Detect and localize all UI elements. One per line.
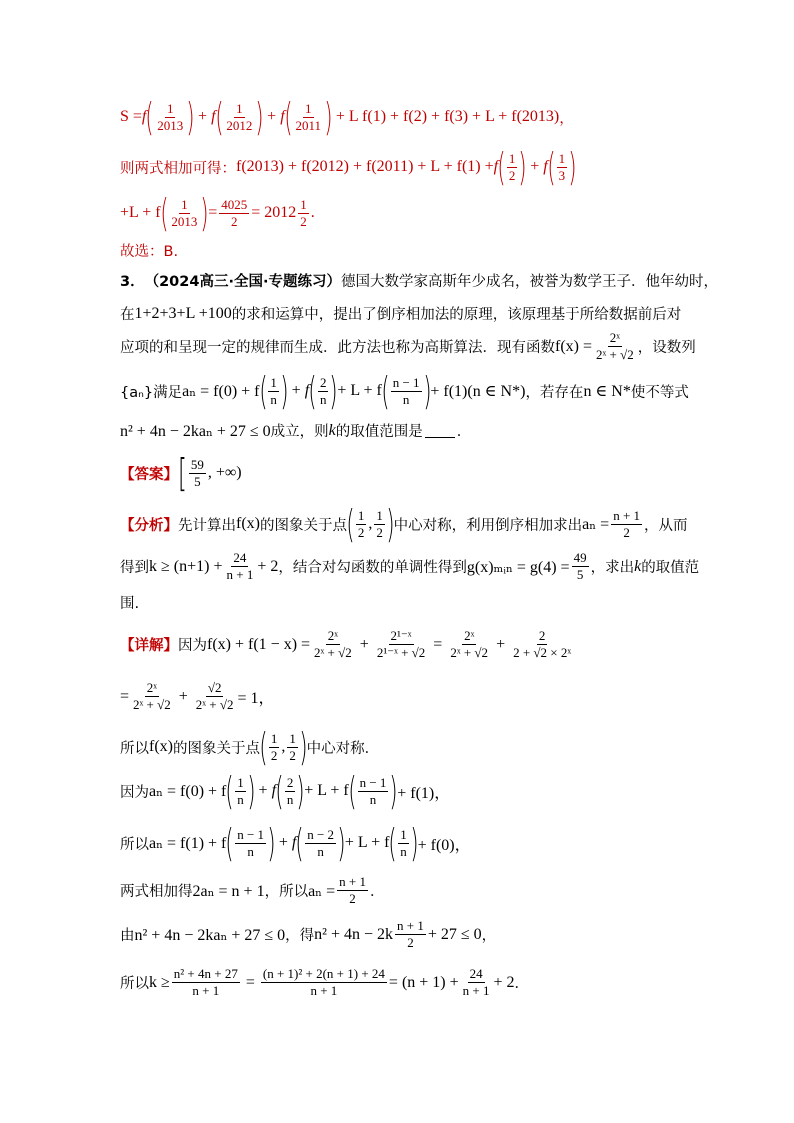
fraction: $\frac{n - 2}{n}$ bbox=[307, 826, 335, 859]
fraction: $\frac{n - 1}{n}$ bbox=[359, 774, 387, 807]
fraction: $\frac{\text{(n + 1)² + 2(n + 1) + 24}}{n + 1}$ bbox=[262, 966, 385, 998]
analysis-label: 【分析】 bbox=[120, 517, 178, 534]
fraction: $\frac{1}{3}$ bbox=[558, 150, 566, 183]
fraction: $\frac{n + 1}{2}$ bbox=[613, 507, 641, 540]
fraction: $\frac{n + 1}{2}$ bbox=[339, 874, 366, 906]
question-3-line-1: 3． （2024高三·全国·专题练习） 德国大数学家高斯年少成名，被誉为数学王子．他年幼时， bbox=[120, 270, 694, 291]
solution-line-result: +L + f ( $\frac{1}{2013}$ ) = $\frac{4025}{2}$ = 2012 $\frac{1}{2}$ . bbox=[120, 191, 315, 235]
question-3-line-4: {aₙ}满足 aₙ = f(0) + f ( $\frac{1}{n}$ ) + f ( $\frac{2}{n}$ ) + L + f ( $\frac{n - 1}{n}$ ) + f(1)(n ∈ N*) ，若存在 n ∈ N* 使不等式 bbox=[120, 369, 689, 413]
answer-line: 【答案】 [ $\frac{59}{5}$ , +∞) bbox=[120, 451, 242, 495]
answer-blank bbox=[425, 423, 455, 438]
question-3-line-2: 在 1+2+3+L +100 的求和运算中，提出了倒序相加法的原理，该原理基于所给数据前后对 bbox=[120, 304, 682, 323]
analysis-line-1: 【分析】 先计算出 f(x) 的图象关于点 ( $\frac{1}{2}$ , $\frac{1}{2}$ ) 中心对称，利用倒序相加求出 aₙ = $\frac{n + 1}{2}$ ，从而 bbox=[120, 502, 688, 546]
fraction: $\frac{1}{2}$ bbox=[376, 507, 383, 540]
choose-answer: 故选：B. bbox=[120, 244, 179, 260]
fraction: $\frac{\text{n² + 4n + 27}}{n + 1}$ bbox=[173, 966, 238, 998]
fraction: $\frac{1}{2013}$ bbox=[157, 100, 184, 133]
fraction: $\frac{1}{2011}$ bbox=[295, 100, 322, 133]
detail-line-4: 因为 aₙ = f(0) + f ( $\frac{1}{n}$ ) + f ( $\frac{2}{n}$ ) + L + f ( $\frac{n - 1}{n}$ ) + f(1)， bbox=[120, 769, 451, 813]
analysis-line-3: 围. bbox=[120, 596, 140, 612]
detail-line-6: 两式相加得 2aₙ = n + 1 ，所以 aₙ = $\frac{n + 1}{2}$ ． bbox=[120, 874, 385, 906]
question-number: 3． bbox=[120, 274, 145, 290]
question-3-line-3: 应项的和呈现一定的规律而生成．此方法也称为高斯算法．现有函数 f(x) = $\frac{\text{2ˣ}}{\text{2ˣ + √2}}$ ，设数列 bbox=[120, 330, 696, 362]
answer-label: 【答案】 bbox=[120, 466, 178, 483]
fraction: $\frac{1}{2013}$ bbox=[171, 196, 198, 229]
choose-answer-line bbox=[120, 240, 694, 261]
fraction: $\frac{4025}{2}$ bbox=[221, 196, 248, 229]
fraction: $\frac{\text{2¹⁻ˣ}}{\text{2¹⁻ˣ + √2}}$ bbox=[376, 628, 426, 660]
answer-fraction: $\frac{59}{5}$ bbox=[190, 456, 204, 489]
add-lead-text: 则两式相加可得： bbox=[120, 160, 236, 177]
fraction: $\frac{1}{2}$ bbox=[270, 730, 278, 763]
fraction: $\frac{1}{n}$ bbox=[237, 774, 244, 807]
fraction: $\frac{1}{2012}$ bbox=[226, 100, 253, 133]
fraction: $\frac{n - 1}{n}$ bbox=[392, 374, 420, 407]
detail-line-2: = $\frac{\text{2ˣ}}{\text{2ˣ + √2}}$ + $\frac{√2}{\text{2ˣ + √2}}$ = 1， bbox=[120, 680, 275, 712]
solution-line-add: 则两式相加可得： f(2013) + f(2012) + f(2011) + L + f(1) + f ( $\frac{1}{2}$ ) + f ( $\frac{1}{3}$ ) bbox=[120, 145, 577, 189]
fraction: $\frac{n + 1}{2}$ bbox=[397, 918, 424, 950]
fraction: $\frac{24}{n + 1}$ bbox=[462, 966, 490, 998]
sum-rest: + L f(1) + f(2) + f(3) + L + f(2013) bbox=[335, 108, 560, 125]
fraction: $\frac{2}{\text{2 + √2 × 2ˣ}}$ bbox=[513, 628, 572, 660]
fraction: $\frac{\text{2ˣ}}{\text{2ˣ + √2}}$ bbox=[314, 628, 352, 660]
fraction: $\frac{2}{n}$ bbox=[286, 774, 294, 807]
detail-line-7: 由 n² + 4n − 2kaₙ + 27 ≤ 0 ，得 n² + 4n − 2k $\frac{n + 1}{2}$ + 27 ≤ 0 ， bbox=[120, 918, 497, 950]
s-equals: S = bbox=[120, 108, 142, 125]
fraction: $\frac{1}{2}$ bbox=[508, 150, 516, 183]
fraction: $\frac{24}{n + 1}$ bbox=[226, 550, 254, 582]
fraction: $\frac{2}{n}$ bbox=[319, 374, 327, 407]
fraction: $\frac{\text{2ˣ}}{\text{2ˣ + √2}}$ bbox=[450, 628, 489, 660]
detail-line-3: 所以 f(x) 的图象关于点 ( $\frac{1}{2}$ , $\frac{1}{2}$ ) 中心对称． bbox=[120, 725, 380, 769]
fraction: $\frac{1}{2}$ bbox=[357, 507, 365, 540]
fraction: $\frac{1}{2}$ bbox=[289, 730, 296, 763]
question-source: （2024高三·全国·专题练习） bbox=[144, 274, 341, 290]
fraction: $\frac{\text{2ˣ}}{\text{2ˣ + √2}}$ bbox=[133, 680, 171, 712]
fraction: $\frac{1}{n}$ bbox=[400, 826, 407, 859]
detail-line-1: 【详解】 因为 f(x) + f(1 − x) = $\frac{\text{2ˣ}}{\text{2ˣ + √2}}$ + $\frac{\text{2¹⁻ˣ}}{\text{2¹⁻ˣ + √2}}$ = $\frac{\text{2ˣ}}{\text{2ˣ + √2}}$ + $\frac{2}{\text{2 + √2 × 2ˣ}}$ bbox=[120, 628, 572, 660]
detail-line-5: 所以 aₙ = f(1) + f ( $\frac{n - 1}{n}$ ) + f ( $\frac{n - 2}{n}$ ) + L + f ( $\frac{1}{n}$ ) + f(0)， bbox=[120, 821, 471, 865]
solution-line-sum-s: S = f ( $\frac{1}{2013}$ ) + f ( $\frac{1}{2012}$ ) + f ( $\frac{1}{2011}$ ) + L f(1) + f(2) + f(3) + L + f(2013) ， bbox=[120, 95, 574, 139]
fraction: $\frac{1}{n}$ bbox=[270, 374, 277, 407]
fraction: $\frac{√2}{\text{2ˣ + √2}}$ bbox=[195, 680, 234, 712]
fraction: $\frac{1}{2}$ bbox=[300, 196, 307, 229]
question-3-line-5: n² + 4n − 2kaₙ + 27 ≤ 0 成立，则 k 的取值范围是 ． bbox=[120, 421, 472, 440]
detail-label: 【详解】 bbox=[120, 638, 178, 654]
detail-line-8: 所以 k ≥ $\frac{\text{n² + 4n + 27}}{n + 1}$ = $\frac{\text{(n + 1)² + 2(n + 1) + 24}}{n + 1}$ = (n + 1) + $\frac{24}{n + 1}$ + 2 ． bbox=[120, 966, 530, 998]
fraction: $\frac{n - 1}{n}$ bbox=[237, 826, 265, 859]
fraction: $\frac{49}{5}$ bbox=[573, 550, 587, 582]
analysis-line-2: 得到 k ≥ (n+1) + $\frac{24}{n + 1}$ + 2 ，结合对勾函数的单调性得到 g(x)ₘᵢₙ = g(4) = $\frac{49}{5}$ ，求出 k 的取值范 bbox=[120, 550, 700, 582]
function-fraction: $\frac{\text{2ˣ}}{\text{2ˣ + √2}}$ bbox=[596, 330, 634, 362]
